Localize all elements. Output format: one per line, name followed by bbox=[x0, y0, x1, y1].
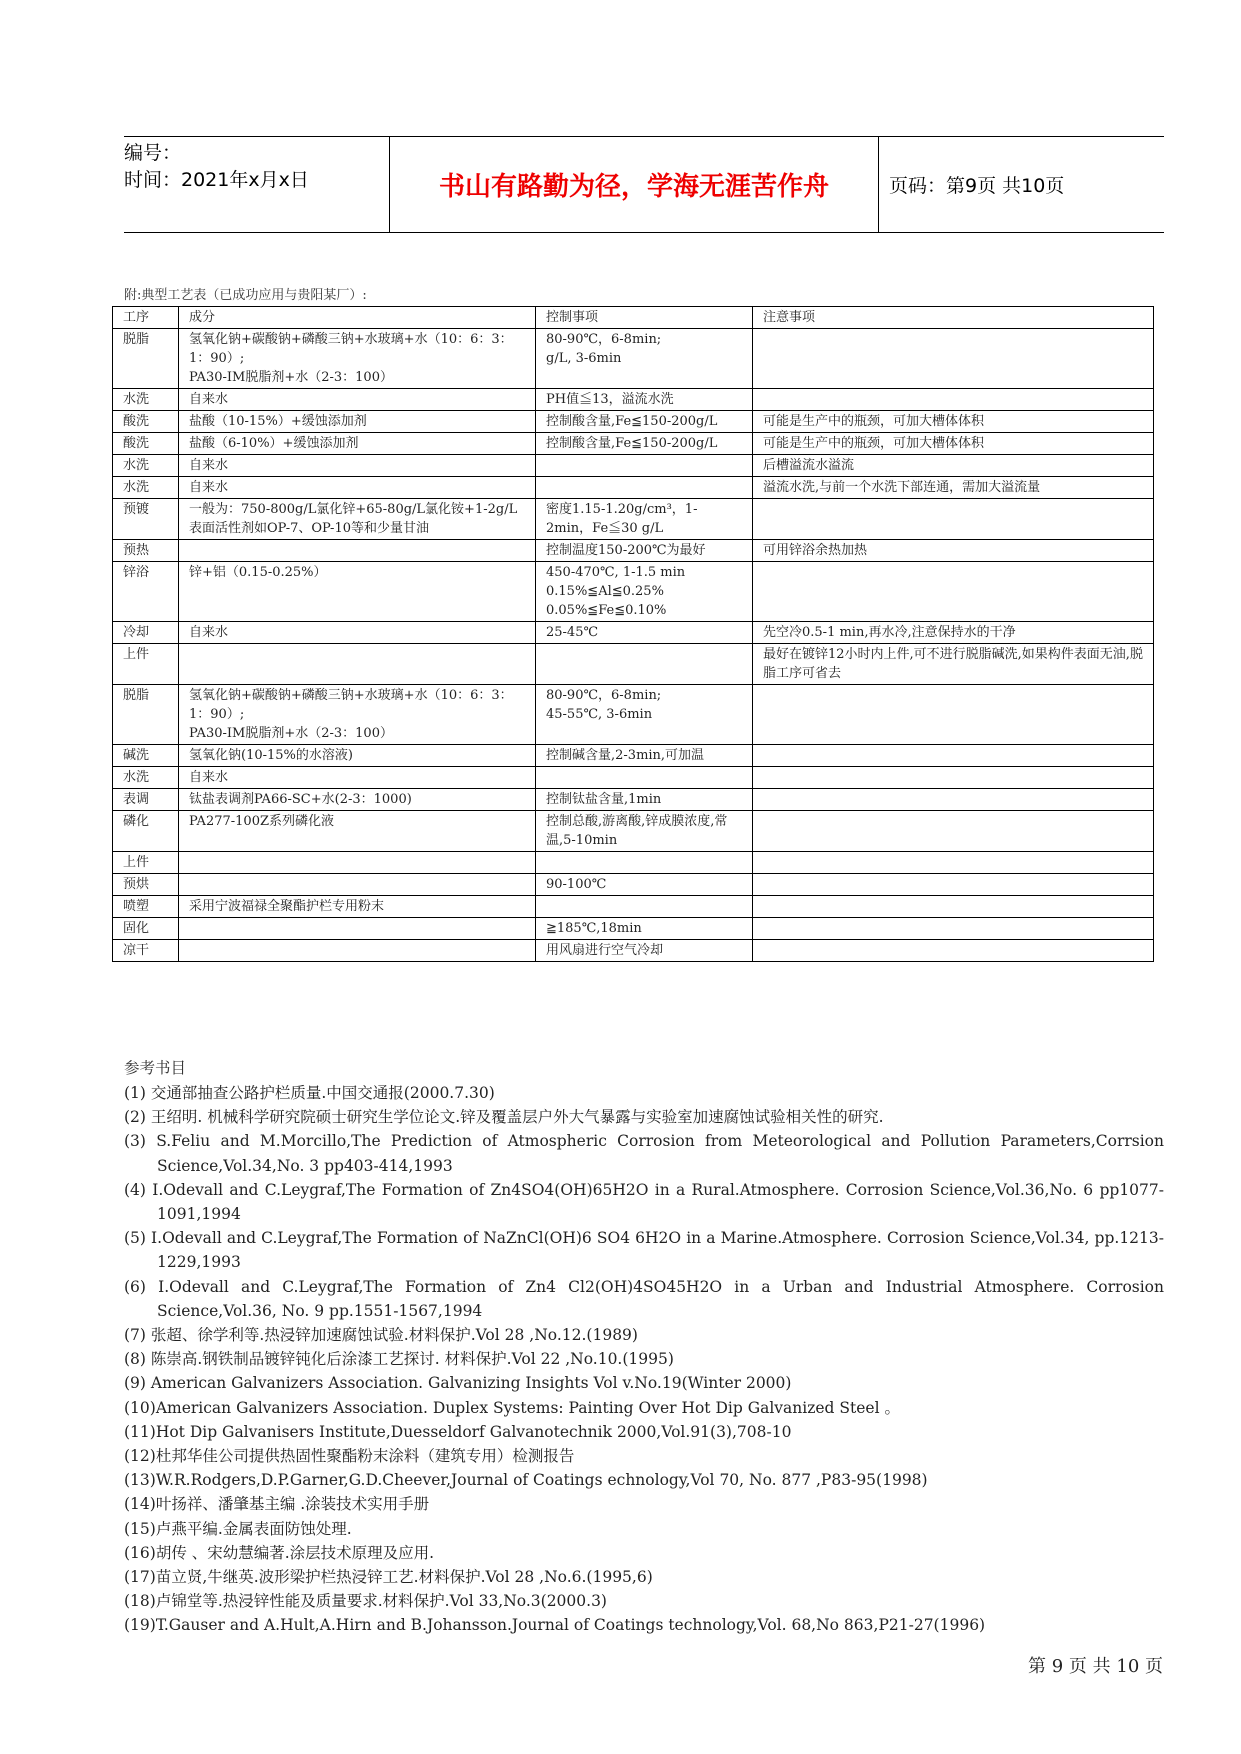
table-cell: 酸洗 bbox=[113, 411, 179, 433]
table-cell: 锌浴 bbox=[113, 562, 179, 622]
table-cell: 控制酸含量,Fe≦150-200g/L bbox=[536, 433, 753, 455]
reference-item: (18)卢锦堂等.热浸锌性能及质量要求.材料保护.Vol 33,No.3(2000.3) bbox=[124, 1592, 607, 1611]
table-cell: 预烘 bbox=[113, 874, 179, 896]
reference-item: (12)杜邦华佳公司提供热固性聚酯粉末涂料（建筑专用）检测报告 bbox=[124, 1447, 575, 1466]
column-header: 成分 bbox=[179, 307, 536, 329]
table-row bbox=[113, 789, 1154, 811]
header-motto: 书山有路勤为径，学海无涯苦作舟 bbox=[389, 137, 879, 232]
table-cell bbox=[753, 811, 1154, 852]
reference-item: (5) I.Odevall and C.Leygraf,The Formation of NaZnCl(OH)6 SO4 6H2O in a Marine.Atmosphere. Corrosion Science,Vol.34, pp.1213-1229,1993 bbox=[124, 1229, 1164, 1272]
table-cell: 锌+铝（0.15-0.25%） bbox=[179, 562, 536, 622]
table-cell bbox=[179, 540, 536, 562]
table-cell: 水洗 bbox=[113, 455, 179, 477]
table-row bbox=[113, 455, 1154, 477]
header-left bbox=[124, 137, 389, 235]
table-cell bbox=[536, 477, 753, 499]
reference-item: (7) 张超、徐学利等.热浸锌加速腐蚀试验.材料保护.Vol 28 ,No.12.(1989) bbox=[124, 1326, 638, 1345]
table-cell: 自来水 bbox=[179, 455, 536, 477]
table-cell: 上件 bbox=[113, 644, 179, 685]
table-cell: 脱脂 bbox=[113, 329, 179, 389]
reference-item: (19)T.Gauser and A.Hult,A.Hirn and B.Johansson.Journal of Coatings technology,Vol. 68,No 863,P21-27(1996) bbox=[124, 1616, 986, 1635]
table-cell: 控制钛盐含量,1min bbox=[536, 789, 753, 811]
table-cell: 自来水 bbox=[179, 477, 536, 499]
table-row bbox=[113, 896, 1154, 918]
table-cell: 盐酸（6-10%）+缓蚀添加剂 bbox=[179, 433, 536, 455]
table-cell bbox=[753, 685, 1154, 745]
reference-item: (15)卢燕平编.金属表面防蚀处理. bbox=[124, 1519, 352, 1538]
reference-item: (8) 陈崇高.钢铁制品镀锌钝化后涂漆工艺探讨. 材料保护.Vol 22 ,No.10.(1995) bbox=[124, 1350, 674, 1369]
page-footer: 第 9 页 共 10 页 bbox=[1028, 1656, 1163, 1677]
table-header-row bbox=[113, 307, 1154, 329]
table-cell: 碱洗 bbox=[113, 745, 179, 767]
reference-item: (10)American Galvanizers Association. Duplex Systems: Painting Over Hot Dip Galvanized Steel 。 bbox=[124, 1398, 900, 1417]
document-time-label: 时间：2021年x月x日 bbox=[124, 169, 309, 191]
table-cell: 溢流水洗,与前一个水洗下部连通，需加大溢流量 bbox=[753, 477, 1154, 499]
table-cell bbox=[753, 852, 1154, 874]
table-cell: 控制总酸,游离酸,锌成膜浓度,常温,5-10min bbox=[536, 811, 753, 852]
column-header: 控制事项 bbox=[536, 307, 753, 329]
reference-item: (14)叶扬祥、潘肇基主编 .涂装技术实用手册 bbox=[124, 1495, 430, 1514]
table-cell bbox=[179, 918, 536, 940]
references-section bbox=[124, 1056, 1164, 1638]
table-row bbox=[113, 540, 1154, 562]
table-row bbox=[113, 767, 1154, 789]
table-cell: 80-90℃，6-8min; g/L, 3-6min bbox=[536, 329, 753, 389]
table-cell: 用风扇进行空气冷却 bbox=[536, 940, 753, 962]
table-row bbox=[113, 433, 1154, 455]
table-cell: PH值≦13，溢流水洗 bbox=[536, 389, 753, 411]
table-cell bbox=[179, 852, 536, 874]
table-cell: 先空冷0.5-1 min,再水冷,注意保持水的干净 bbox=[753, 622, 1154, 644]
table-cell: 水洗 bbox=[113, 767, 179, 789]
table-cell bbox=[179, 874, 536, 896]
table-cell: 控制酸含量,Fe≦150-200g/L bbox=[536, 411, 753, 433]
table-cell: 控制温度150-200℃为最好 bbox=[536, 540, 753, 562]
table-cell bbox=[536, 644, 753, 685]
reference-item: (3) S.Feliu and M.Morcillo,The Prediction of Atmospheric Corrosion from Meteorological and Pollution Parameters,Corrsion Science,Vol.34,No. 3 pp403-414,1993 bbox=[124, 1132, 1164, 1175]
table-row bbox=[113, 685, 1154, 745]
table-cell: 80-90℃，6-8min; 45-55℃, 3-6min bbox=[536, 685, 753, 745]
references-title: 参考书目 bbox=[124, 1059, 187, 1077]
table-cell: 盐酸（10-15%）+缓蚀添加剂 bbox=[179, 411, 536, 433]
table-cell bbox=[753, 789, 1154, 811]
table-cell: ≧185℃,18min bbox=[536, 918, 753, 940]
table-cell bbox=[753, 562, 1154, 622]
table-cell: 冷却 bbox=[113, 622, 179, 644]
table-cell: 450-470℃, 1-1.5 min 0.15%≦Al≦0.25% 0.05%≦Fe≦0.10% bbox=[536, 562, 753, 622]
table-cell: 25-45℃ bbox=[536, 622, 753, 644]
table-caption: 附:典型工艺表（已成功应用与贵阳某厂）: bbox=[124, 288, 367, 303]
document-number-label: 编号： bbox=[124, 142, 182, 164]
column-header: 工序 bbox=[113, 307, 179, 329]
reference-item: (17)苗立贤,牛继英.波形梁护栏热浸锌工艺.材料保护.Vol 28 ,No.6.(1995,6) bbox=[124, 1568, 653, 1587]
table-cell: 脱脂 bbox=[113, 685, 179, 745]
table-cell: 凉干 bbox=[113, 940, 179, 962]
table-cell: 自来水 bbox=[179, 622, 536, 644]
table-cell: 钛盐表调剂PA66-SC+水(2-3：1000) bbox=[179, 789, 536, 811]
table-cell bbox=[753, 389, 1154, 411]
table-cell bbox=[753, 767, 1154, 789]
reference-item: (11)Hot Dip Galvanisers Institute,Duesseldorf Galvanotechnik 2000,Vol.91(3),708-10 bbox=[124, 1422, 792, 1441]
reference-item: (1) 交通部抽查公路护栏质量.中国交通报(2000.7.30) bbox=[124, 1084, 495, 1102]
table-row bbox=[113, 389, 1154, 411]
references-list bbox=[124, 1081, 1164, 1638]
table-cell: PA277-100Z系列磷化液 bbox=[179, 811, 536, 852]
table-cell: 氢氧化钠(10-15%的水溶液) bbox=[179, 745, 536, 767]
table-cell bbox=[536, 852, 753, 874]
table-cell: 自来水 bbox=[179, 389, 536, 411]
table-cell bbox=[753, 745, 1154, 767]
table-cell: 预镀 bbox=[113, 499, 179, 540]
table-row bbox=[113, 622, 1154, 644]
table-row bbox=[113, 874, 1154, 896]
table-cell bbox=[536, 455, 753, 477]
reference-item: (13)W.R.Rodgers,D.P.Garner,G.D.Cheever,Journal of Coatings echnology,Vol 70, No. 877 ,P83-95(1998) bbox=[124, 1471, 928, 1490]
table-cell: 可能是生产中的瓶颈，可加大槽体体积 bbox=[753, 433, 1154, 455]
table-cell: 采用宁波福禄全聚酯护栏专用粉末 bbox=[179, 896, 536, 918]
table-cell: 自来水 bbox=[179, 767, 536, 789]
table-row bbox=[113, 562, 1154, 622]
column-header: 注意事项 bbox=[753, 307, 1154, 329]
table-cell: 90-100℃ bbox=[536, 874, 753, 896]
table-row bbox=[113, 918, 1154, 940]
process-table bbox=[112, 306, 1154, 962]
table-cell: 上件 bbox=[113, 852, 179, 874]
table-cell: 可能是生产中的瓶颈，可加大槽体体积 bbox=[753, 411, 1154, 433]
table-cell: 固化 bbox=[113, 918, 179, 940]
table-cell: 氢氧化钠+碳酸钠+磷酸三钠+水玻璃+水（10：6：3：1：90）; PA30-IM脱脂剂+水（2-3：100） bbox=[179, 329, 536, 389]
table-cell bbox=[179, 940, 536, 962]
table-row bbox=[113, 644, 1154, 685]
table-cell: 最好在镀锌12小时内上件,可不进行脱脂碱洗,如果构件表面无油,脱脂工序可省去 bbox=[753, 644, 1154, 685]
table-cell: 一般为：750-800g/L氯化锌+65-80g/L氯化铵+1-2g/L表面活性剂如OP-7、OP-10等和少量甘油 bbox=[179, 499, 536, 540]
table-cell: 表调 bbox=[113, 789, 179, 811]
table-cell bbox=[753, 940, 1154, 962]
table-cell: 氢氧化钠+碳酸钠+磷酸三钠+水玻璃+水（10：6：3：1：90）; PA30-IM脱脂剂+水（2-3：100） bbox=[179, 685, 536, 745]
table-cell: 磷化 bbox=[113, 811, 179, 852]
table-row bbox=[113, 499, 1154, 540]
table-cell: 酸洗 bbox=[113, 433, 179, 455]
table-cell: 水洗 bbox=[113, 477, 179, 499]
table-cell bbox=[753, 896, 1154, 918]
table-cell bbox=[753, 329, 1154, 389]
reference-item: (16)胡传 、宋幼慧编著.涂层技术原理及应用. bbox=[124, 1543, 435, 1562]
table-cell: 可用锌浴余热加热 bbox=[753, 540, 1154, 562]
table-cell: 控制碱含量,2-3min,可加温 bbox=[536, 745, 753, 767]
table-cell: 后槽溢流水溢流 bbox=[753, 455, 1154, 477]
table-cell bbox=[753, 874, 1154, 896]
table-cell bbox=[536, 767, 753, 789]
table-cell: 密度1.15-1.20g/cm³，1-2min，Fe≦30 g/L bbox=[536, 499, 753, 540]
reference-item: (4) I.Odevall and C.Leygraf,The Formation of Zn4SO4(OH)65H2O in a Rural.Atmosphere. Corrosion Science,Vol.36,No. 6 pp1077-1091,1994 bbox=[124, 1180, 1164, 1224]
table-row bbox=[113, 745, 1154, 767]
table-row bbox=[113, 811, 1154, 852]
reference-item: (6) I.Odevall and C.Leygraf,The Formation of Zn4 Cl2(OH)4SO45H2O in a Urban and Industrial Atmosphere. Corrosion Science,Vol.36, No. 9 pp.1551-1567,1994 bbox=[124, 1277, 1164, 1320]
reference-item: (9) American Galvanizers Association. Galvanizing Insights Vol v.No.19(Winter 2000) bbox=[124, 1374, 792, 1393]
table-cell: 喷塑 bbox=[113, 896, 179, 918]
table-row bbox=[113, 411, 1154, 433]
reference-item: (2) 王绍明. 机械科学研究院硕士研究生学位论文.锌及覆盖层户外大气暴露与实验室加速腐蚀试验相关性的研究. bbox=[124, 1108, 884, 1127]
table-row bbox=[113, 852, 1154, 874]
table-cell bbox=[536, 896, 753, 918]
table-cell bbox=[179, 644, 536, 685]
table-cell: 水洗 bbox=[113, 389, 179, 411]
table-row bbox=[113, 940, 1154, 962]
table-body bbox=[113, 329, 1154, 962]
table-cell bbox=[753, 499, 1154, 540]
header-page-label: 页码：第9页 共10页 bbox=[889, 175, 1065, 197]
table-row bbox=[113, 477, 1154, 499]
page-header bbox=[124, 136, 1164, 233]
table-cell bbox=[753, 918, 1154, 940]
table-cell: 预热 bbox=[113, 540, 179, 562]
table-row bbox=[113, 329, 1154, 389]
